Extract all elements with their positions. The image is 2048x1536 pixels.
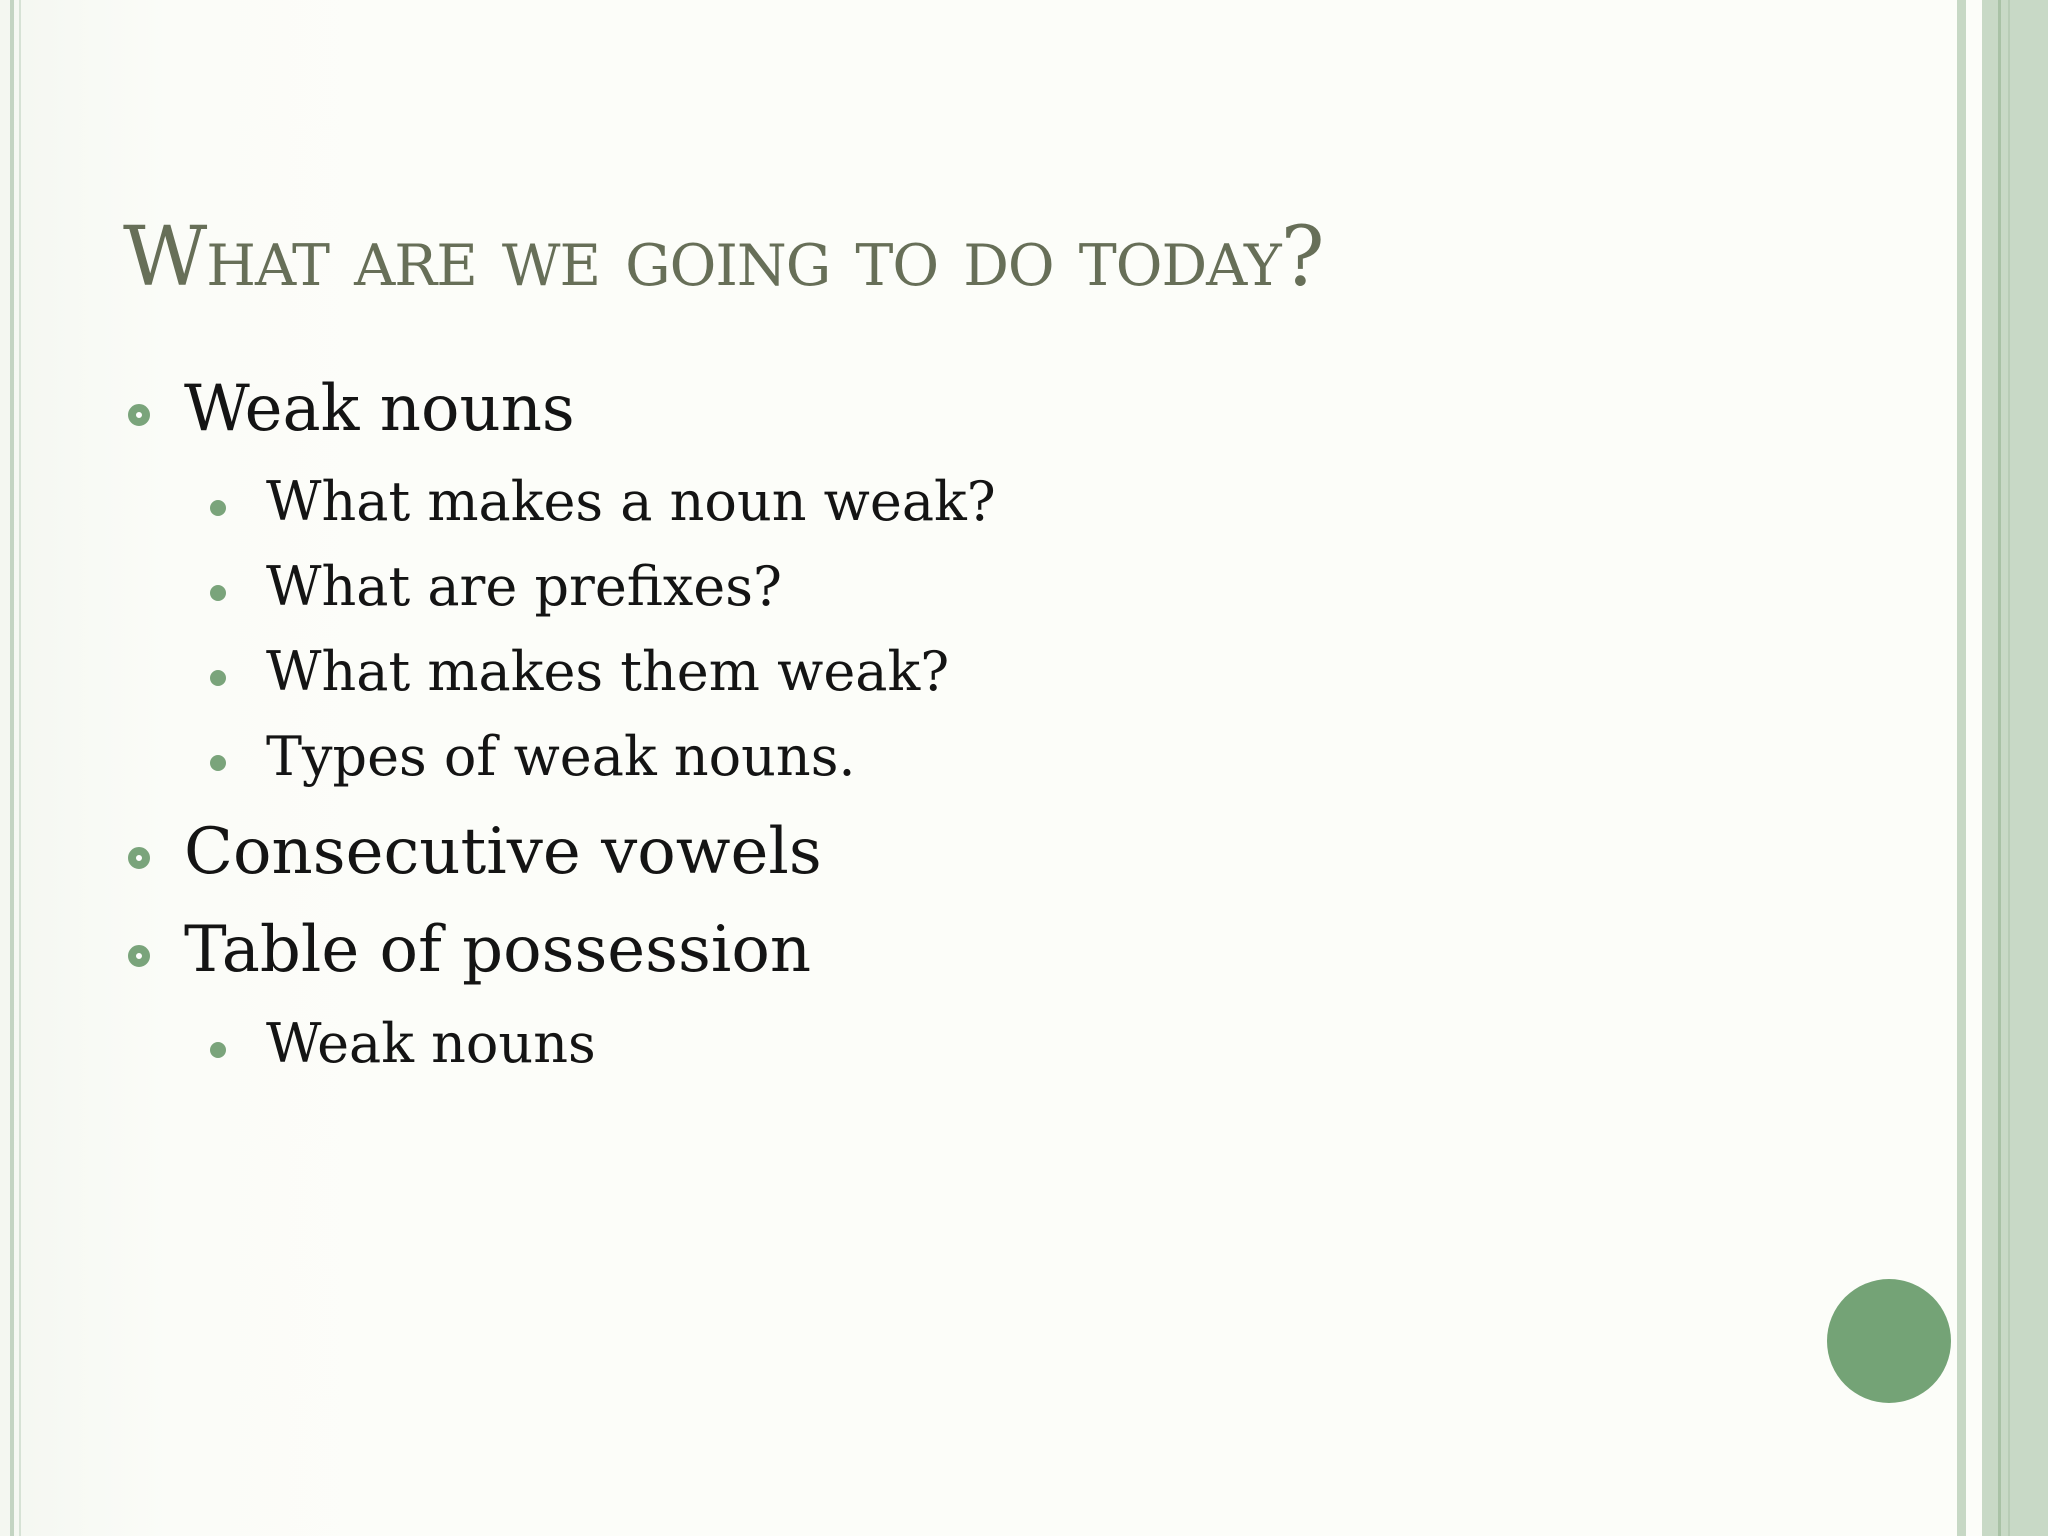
right-border-gap (1966, 0, 1982, 1536)
bullet-text: Consecutive vowels (184, 815, 822, 889)
dot-bullet-icon (210, 755, 226, 771)
dot-bullet-icon (210, 1042, 226, 1058)
dot-bullet-icon (210, 500, 226, 516)
hollow-circle-bullet-icon (128, 945, 150, 967)
hollow-circle-bullet-icon (128, 847, 150, 869)
slide-title: What are we going to do today? (123, 210, 1324, 305)
bullet-text: Table of possession (184, 913, 812, 987)
hollow-circle-bullet-icon (128, 404, 150, 426)
decorative-circle (1827, 1279, 1951, 1403)
dot-bullet-icon (210, 585, 226, 601)
right-border-line-2 (2008, 0, 2010, 1536)
left-border (10, 0, 14, 1536)
sub-bullet-text: Weak nouns (266, 1012, 596, 1075)
right-border-line (1998, 0, 2001, 1536)
right-border-stripe (1957, 0, 1966, 1536)
right-border-band (1982, 0, 2048, 1536)
sub-bullet-text: What makes a noun weak? (266, 470, 996, 533)
dot-bullet-icon (210, 670, 226, 686)
sub-bullet-text: Types of weak nouns. (266, 725, 856, 788)
sub-bullet-text: What are prefixes? (266, 555, 782, 618)
sub-bullet-text: What makes them weak? (266, 640, 950, 703)
left-border-inner (19, 0, 21, 1536)
bullet-text: Weak nouns (184, 372, 575, 446)
